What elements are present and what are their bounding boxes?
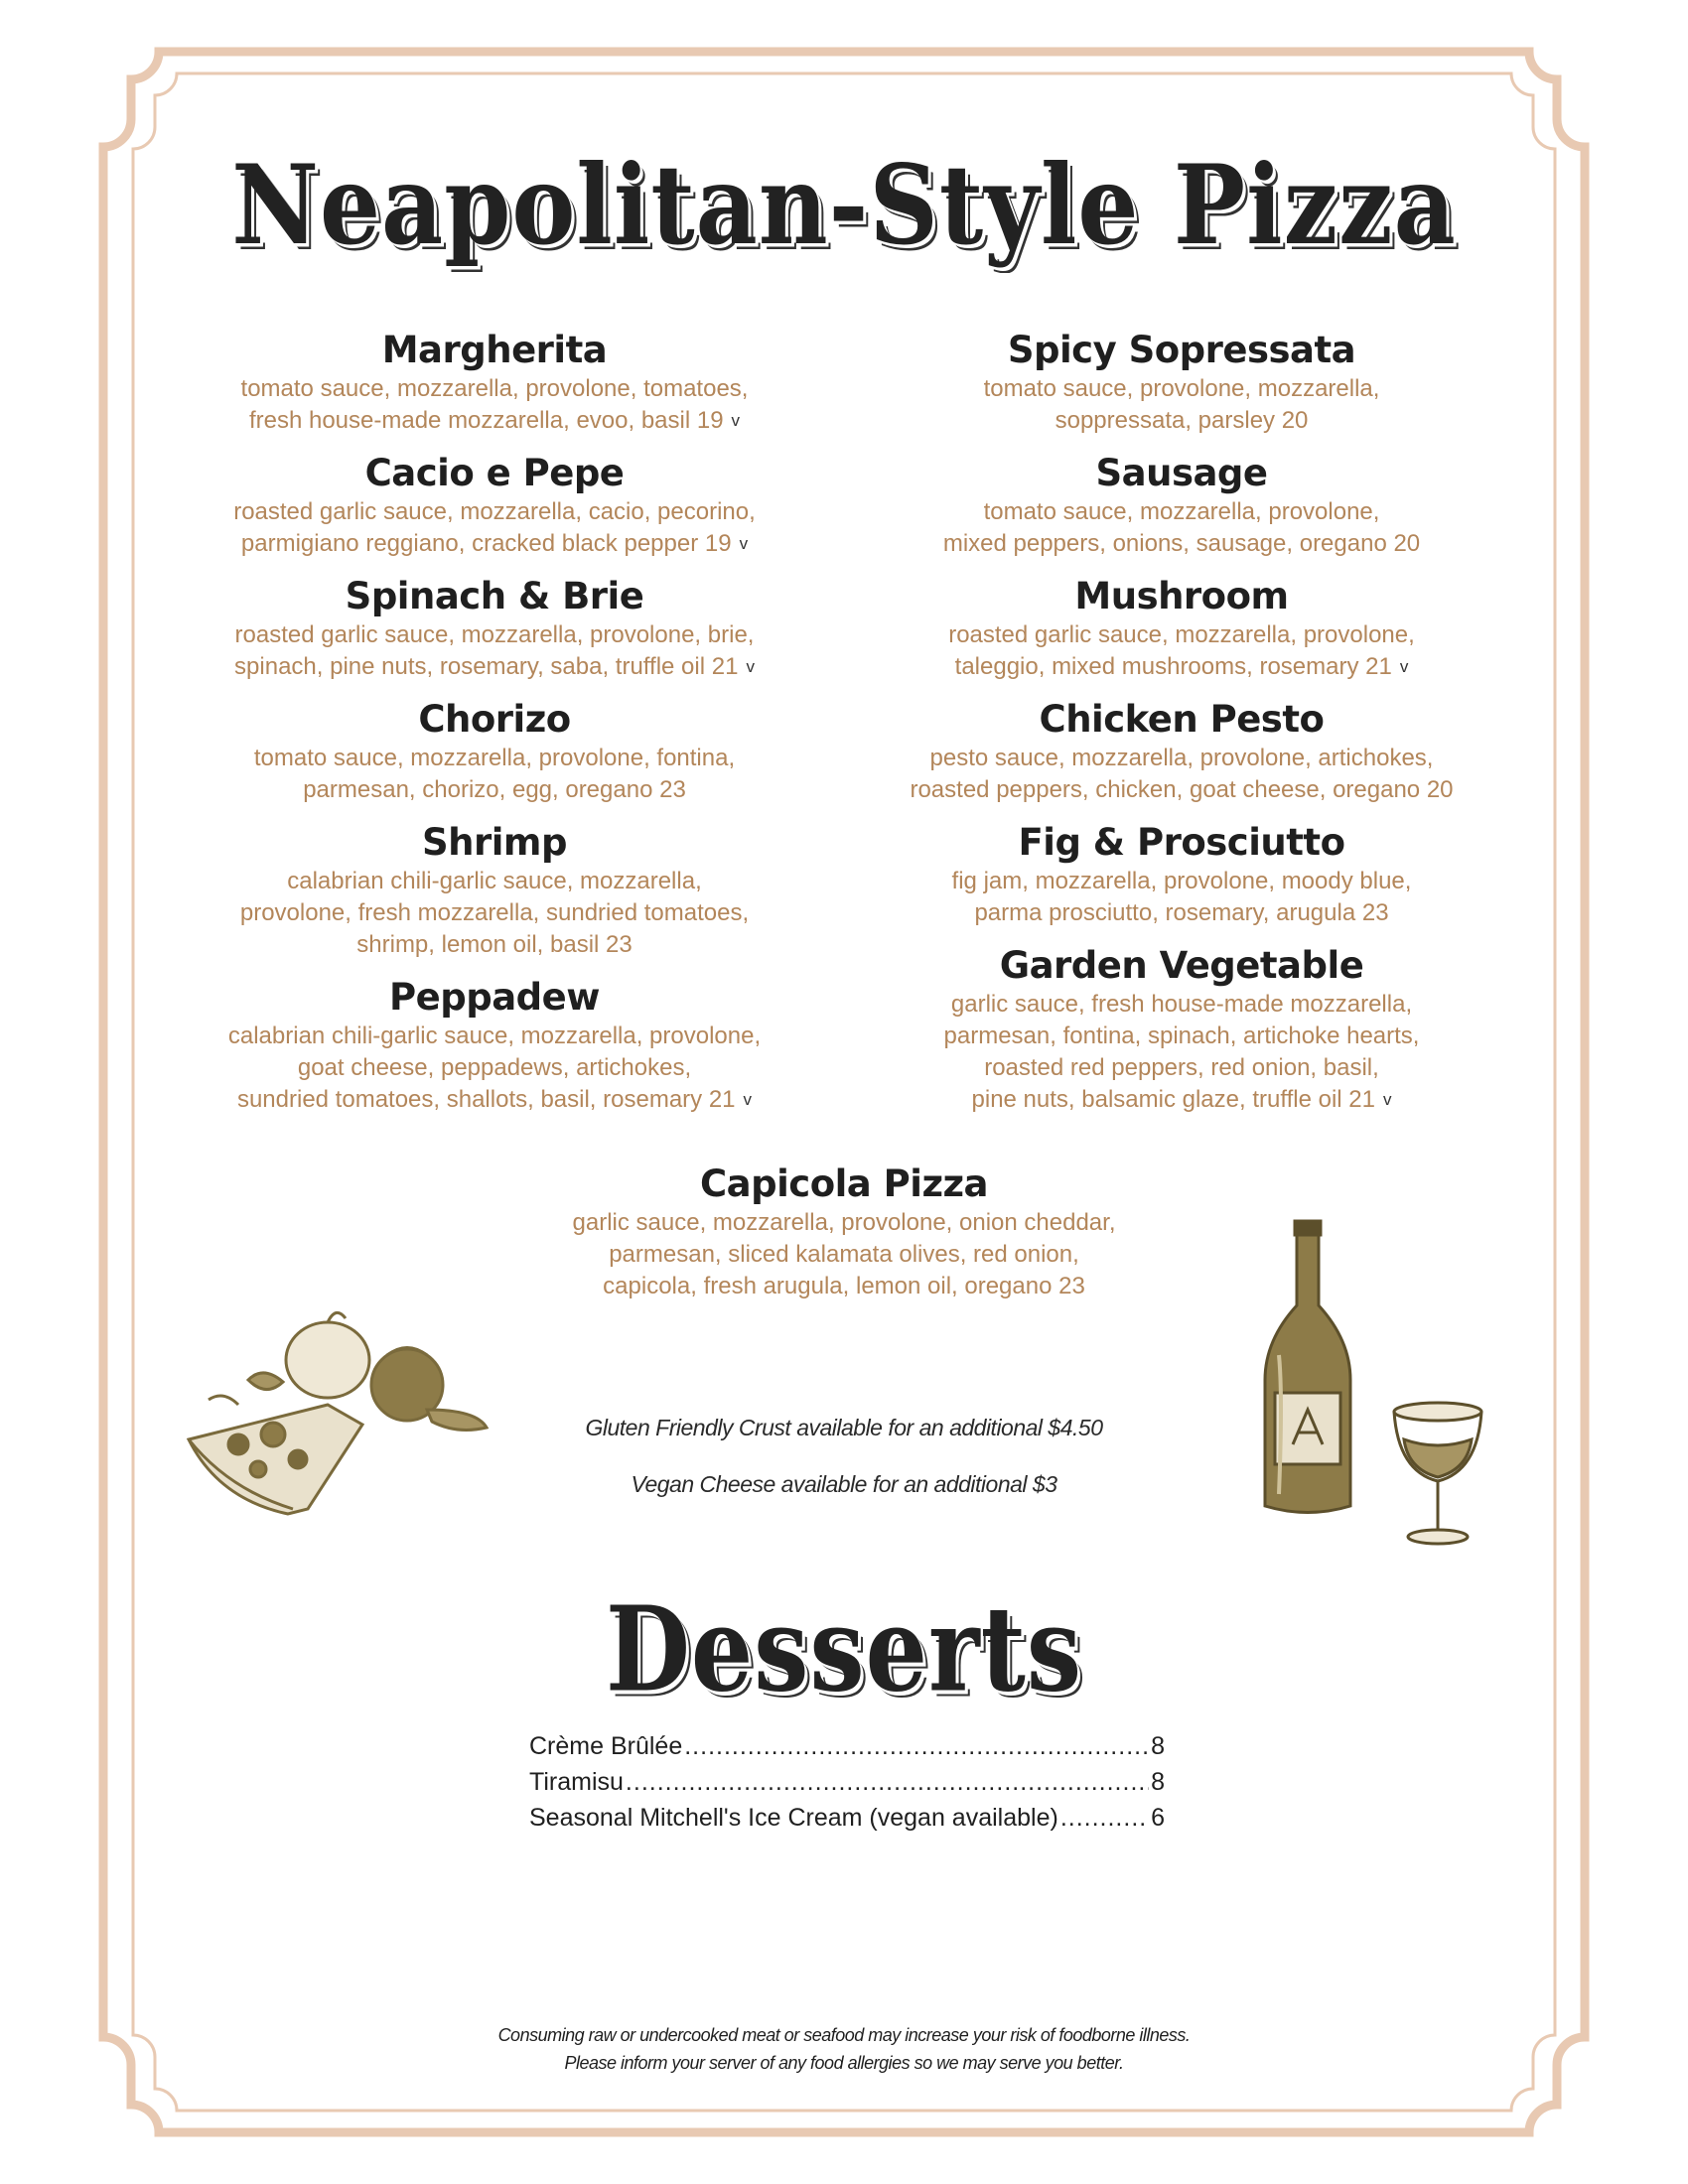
dessert-item <box>529 1804 1165 1840</box>
vegetarian-marker: v <box>1382 1090 1392 1109</box>
description-line: provolone, fresh mozzarella, sundried tomatoes, <box>239 899 750 926</box>
item-name: Chorizo <box>418 698 571 741</box>
dessert-price: 8 <box>1151 1732 1165 1760</box>
description-line: taleggio, mixed mushrooms, rosemary 21 v <box>954 653 1409 680</box>
item-name: Spicy Sopressata <box>1007 329 1356 371</box>
item-name: Capicola Pizza <box>699 1162 988 1205</box>
allergy-disclaimer: Please inform your server of any food allergies so we may serve you better. <box>564 2053 1124 2073</box>
menu-item <box>187 328 802 437</box>
description-line: parma prosciutto, rosemary, arugula 23 <box>974 899 1389 926</box>
item-name: Garden Vegetable <box>999 944 1364 987</box>
menu-item-capicola <box>467 1161 1221 1302</box>
item-description <box>874 496 1489 560</box>
item-description <box>187 866 802 961</box>
menu-item <box>187 820 802 961</box>
dessert-price: 8 <box>1151 1768 1165 1796</box>
menu-item <box>874 574 1489 683</box>
description-line: parmesan, chorizo, egg, oregano 23 <box>303 776 686 803</box>
description-line: garlic sauce, fresh house-made mozzarella, <box>950 991 1413 1018</box>
description-line: roasted red peppers, red onion, basil, <box>984 1054 1379 1081</box>
description-line: parmigiano reggiano, cracked black pepper 19 v <box>240 530 749 557</box>
description-line: roasted garlic sauce, mozzarella, provolone, brie, <box>234 621 755 648</box>
menu-item <box>874 328 1489 437</box>
dessert-name: Tiramisu <box>529 1768 624 1796</box>
menu-item <box>187 975 802 1116</box>
menu-item <box>874 943 1489 1116</box>
description-line: roasted garlic sauce, mozzarella, cacio, pecorino, <box>233 498 756 525</box>
item-description <box>874 989 1489 1116</box>
menu-item <box>874 697 1489 806</box>
description-line: soppressata, parsley 20 <box>1055 407 1309 434</box>
desserts-title: Desserts <box>605 1581 1083 1719</box>
item-name: Fig & Prosciutto <box>1018 821 1345 864</box>
description-line: capicola, fresh arugula, lemon oil, oregano 23 <box>603 1273 1085 1299</box>
dessert-item <box>529 1732 1165 1768</box>
description-line: parmesan, fontina, spinach, artichoke hearts, <box>943 1023 1420 1049</box>
menu-item <box>187 451 802 560</box>
dessert-item <box>529 1768 1165 1804</box>
vegetarian-marker: v <box>739 534 749 553</box>
description-line: sundried tomatoes, shallots, basil, rosemary 21 v <box>236 1086 753 1113</box>
description-line: goat cheese, peppadews, artichokes, <box>297 1054 692 1081</box>
description-line: shrimp, lemon oil, basil 23 <box>356 931 633 958</box>
description-line: calabrian chili-garlic sauce, mozzarella, <box>287 868 702 894</box>
item-name: Chicken Pesto <box>1039 698 1325 741</box>
pizza-column-right <box>874 328 1489 1130</box>
menu-item <box>187 574 802 683</box>
vegetarian-marker: v <box>1399 657 1409 676</box>
description-line: parmesan, sliced kalamata olives, red onion, <box>609 1241 1079 1268</box>
pizza-column-left <box>187 328 802 1130</box>
menu-item <box>874 451 1489 560</box>
dessert-list <box>529 1732 1165 1840</box>
description-line: spinach, pine nuts, rosemary, saba, truffle oil 21 v <box>234 653 755 680</box>
item-name: Cacio e Pepe <box>364 452 625 494</box>
description-line: mixed peppers, onions, sausage, oregano 20 <box>942 530 1421 557</box>
item-name: Shrimp <box>422 821 567 864</box>
gluten-free-note: Gluten Friendly Crust available for an additional $4.50 <box>585 1415 1103 1440</box>
description-line: garlic sauce, mozzarella, provolone, onion cheddar, <box>572 1209 1116 1236</box>
description-line: tomato sauce, mozzarella, provolone, <box>983 498 1380 525</box>
wine-glass-illustration-icon <box>1388 1400 1487 1549</box>
vegetarian-marker: v <box>743 1090 753 1109</box>
food-safety-disclaimer: Consuming raw or undercooked meat or seafood may increase your risk of foodborne illness. <box>497 2025 1191 2045</box>
item-description <box>874 743 1489 806</box>
vegetarian-marker: v <box>746 657 755 676</box>
item-description <box>187 496 802 560</box>
item-description <box>187 1021 802 1116</box>
dot-leader <box>684 1732 1149 1761</box>
dessert-name: Crème Brûlée <box>529 1732 683 1760</box>
description-line: fresh house-made mozzarella, evoo, basil 19 v <box>248 407 741 434</box>
description-line: fig jam, mozzarella, provolone, moody blue, <box>951 868 1412 894</box>
description-line: tomato sauce, mozzarella, provolone, fontina, <box>253 745 736 771</box>
item-description <box>874 373 1489 437</box>
dot-leader <box>626 1768 1149 1797</box>
dessert-price: 6 <box>1151 1804 1165 1832</box>
dot-leader <box>1060 1804 1149 1833</box>
item-description <box>874 866 1489 929</box>
item-description <box>187 743 802 806</box>
item-description <box>874 619 1489 683</box>
item-description <box>187 373 802 437</box>
description-line: calabrian chili-garlic sauce, mozzarella, provolone, <box>227 1023 762 1049</box>
item-name: Sausage <box>1095 452 1268 494</box>
description-line: tomato sauce, mozzarella, provolone, tomatoes, <box>240 375 749 402</box>
menu-item <box>187 697 802 806</box>
vegetarian-marker: v <box>731 411 741 430</box>
item-name: Margherita <box>381 329 608 371</box>
description-line: roasted garlic sauce, mozzarella, provolone, <box>948 621 1415 648</box>
item-name: Spinach & Brie <box>345 575 644 617</box>
menu-title: Neapolitan-Style Pizza <box>231 140 1457 270</box>
menu-item <box>874 820 1489 929</box>
item-name: Mushroom <box>1074 575 1289 617</box>
item-description <box>467 1207 1221 1302</box>
description-line: roasted peppers, chicken, goat cheese, oregano 20 <box>910 776 1454 803</box>
description-line: tomato sauce, provolone, mozzarella, <box>983 375 1380 402</box>
dessert-name: Seasonal Mitchell's Ice Cream (vegan available) <box>529 1804 1058 1832</box>
description-line: pesto sauce, mozzarella, provolone, artichokes, <box>929 745 1434 771</box>
item-description <box>187 619 802 683</box>
vegan-cheese-note: Vegan Cheese available for an additional $3 <box>631 1471 1057 1497</box>
item-name: Peppadew <box>389 976 600 1019</box>
description-line: pine nuts, balsamic glaze, truffle oil 21 v <box>971 1086 1392 1113</box>
